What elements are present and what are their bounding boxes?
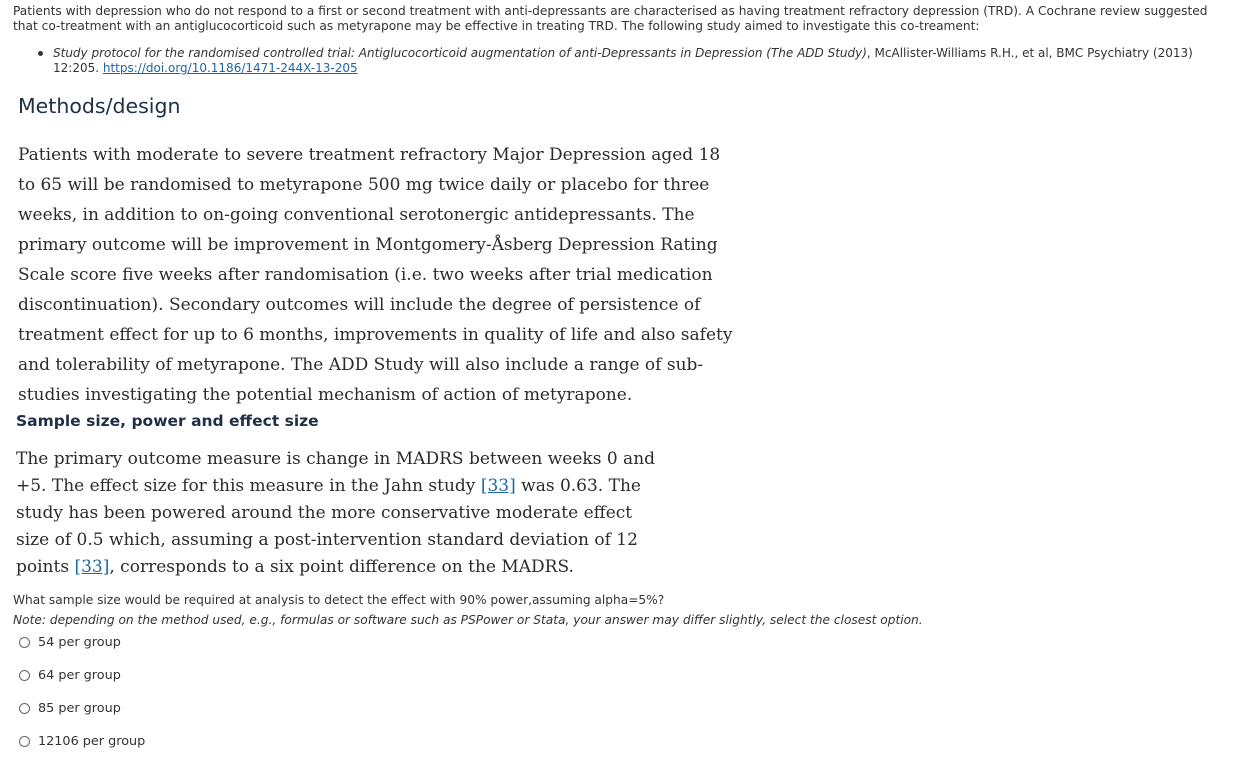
radio-button[interactable] <box>19 670 30 681</box>
reference-link-33-second[interactable]: [33] <box>74 557 110 577</box>
answer-option-label: 12106 per group <box>38 734 146 749</box>
sample-size-heading: Sample size, power and effect size <box>16 412 319 430</box>
methods-body: Patients with moderate to severe treatment refractory Major Depression aged 18 to 65 will be randomised to metyrapone 500 mg twice daily or placebo for three weeks, in addition to on-going conventional serotonergic antidepressants. The primary outcome will be improvement in Montgomery-Åsberg Depression Rating Scale score five weeks after randomisation (i.e. two weeks after trial medication discontinuation). Secondary outcomes will include the degree of persistence of treatment effect for up to 6 months, improvements in quality of life and also safety and tolerability of metyrapone. The ADD Study will also include a range of sub-studies investigating the potential mechanism of action of metyrapone. <box>18 145 733 405</box>
bullet-icon <box>38 51 43 56</box>
answer-option-label: 85 per group <box>38 701 121 716</box>
answer-option-2[interactable] <box>19 666 145 699</box>
sample-text-part-1: The primary outcome measure is change in MADRS between weeks 0 and +5. The effect size for this measure in the Jahn study <box>16 449 656 496</box>
citation-list <box>38 46 1218 76</box>
answer-options <box>19 633 145 765</box>
question-note: Note: depending on the method used, e.g., formulas or software such as PSPower or Stata, your answer may differ slightly, select the closest option. <box>13 613 923 627</box>
radio-button[interactable] <box>19 703 30 714</box>
citation-authors: , McAllister-Williams R.H., et al, BMC Psychiatry (2013) 12:205. <box>53 46 1193 75</box>
answer-option-4[interactable] <box>19 732 145 765</box>
sample-text-part-3: , corresponds to a six point difference on the MADRS. <box>109 557 574 577</box>
methods-heading: Methods/design <box>18 94 181 118</box>
citation-doi-link[interactable]: https://doi.org/10.1186/1471-244X-13-205 <box>102 61 358 75</box>
answer-option-3[interactable] <box>19 699 145 732</box>
sample-size-body <box>16 446 656 581</box>
question-text: What sample size would be required at analysis to detect the effect with 90% power,assuming alpha=5%? <box>13 593 665 607</box>
citation-title: Study protocol for the randomised controlled trial: Antiglucocorticoid augmentation of anti-Depressants in Depression (The ADD Study) <box>53 46 867 60</box>
answer-option-label: 64 per group <box>38 668 121 683</box>
answer-option-label: 54 per group <box>38 635 121 650</box>
sample-text-part-2: was 0.63. The study has been powered around the more conservative moderate effect size of 0.5 which, assuming a post-intervention standard deviation of 12 points <box>16 476 641 577</box>
citation-item <box>38 46 1218 76</box>
intro-paragraph: Patients with depression who do not respond to a first or second treatment with anti-depressants are characterised as having treatment refractory depression (TRD). A Cochrane review suggested that co-treatment with an antiglucocorticoid such as metyrapone may be effective in treating TRD. The following study aimed to investigate this co-treament: <box>13 4 1208 33</box>
reference-link-33[interactable]: [33] <box>480 476 516 496</box>
answer-option-1[interactable] <box>19 633 145 666</box>
radio-button[interactable] <box>19 736 30 747</box>
radio-button[interactable] <box>19 637 30 648</box>
